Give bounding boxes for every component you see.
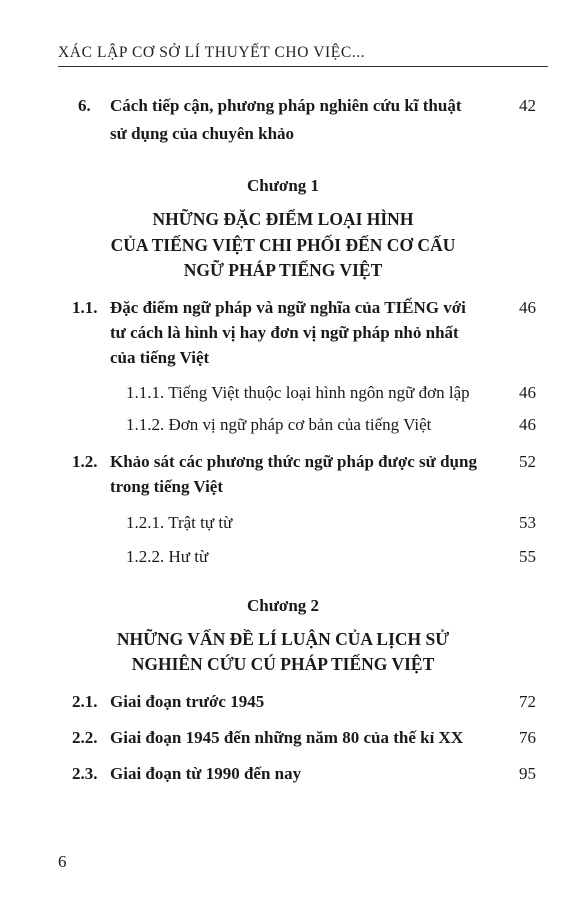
entry-page: 53 [519,513,536,532]
entry-title-line2: trong tiếng Việt [110,477,224,496]
chapter-1-title-line1: NHỮNG ĐẶC ĐIỂM LOẠI HÌNH [152,209,414,229]
chapter-2-title-line2: NGHIÊN CỨU CÚ PHÁP TIẾNG VIỆT [131,654,435,674]
entry-title-line2: sử dụng của chuyên khảo [110,124,295,143]
entry-number: 6. [78,96,91,115]
entry-title: Giai đoạn 1945 đến những năm 80 của thế kỉ XX [110,728,464,747]
entry-title-line1: Khảo sát các phương thức ngữ pháp được sử dụng [110,452,477,471]
chapter-1-title-line2: CỦA TIẾNG VIỆT CHI PHỐI ĐẾN CƠ CẤU [110,235,456,255]
entry-title: 1.2.2. Hư từ [126,547,209,566]
running-header: XÁC LẬP CƠ SỞ LÍ THUYẾT CHO VIỆC... [58,44,366,61]
entry-title: 1.1.2. Đơn vị ngữ pháp cơ bản của tiếng Việt [126,415,432,434]
entry-page: 55 [519,547,536,566]
entry-number: 2.2. [72,728,98,747]
entry-number: 2.3. [72,764,98,783]
chapter-2-label: Chương 2 [246,596,320,615]
entry-title: Giai đoạn từ 1990 đến nay [110,764,302,783]
entry-number: 1.2. [72,452,98,471]
entry-title-line1: Đặc điểm ngữ pháp và ngữ nghĩa của TIẾNG với [110,298,466,317]
entry-page: 72 [519,692,536,711]
entry-page: 76 [519,728,536,747]
entry-page: 46 [519,298,536,317]
entry-title-line1: Cách tiếp cận, phương pháp nghiên cứu kĩ thuật [110,96,462,115]
entry-number: 1.1. [72,298,98,317]
entry-page: 46 [519,415,536,434]
header-rule [58,66,548,67]
entry-title-line3: của tiếng Việt [110,348,210,367]
entry-page: 52 [519,452,536,471]
entry-number: 2.1. [72,692,98,711]
entry-title-line2: tư cách là hình vị hay đơn vị ngữ pháp nhỏ nhất [110,323,459,342]
page-number: 6 [58,852,67,871]
entry-title: 1.2.1. Trật tự từ [126,513,233,532]
entry-title: Giai đoạn trước 1945 [110,692,265,711]
chapter-1-label: Chương 1 [246,176,320,195]
chapter-1-title-line3: NGỮ PHÁP TIẾNG VIỆT [183,260,383,280]
entry-page: 95 [519,764,536,783]
entry-page: 46 [519,383,536,402]
entry-title: 1.1.1. Tiếng Việt thuộc loại hình ngôn ngữ đơn lập [126,383,470,402]
chapter-2-title-line1: NHỮNG VẤN ĐỀ LÍ LUẬN CỦA LỊCH SỬ [116,629,450,649]
entry-page: 42 [519,96,536,115]
